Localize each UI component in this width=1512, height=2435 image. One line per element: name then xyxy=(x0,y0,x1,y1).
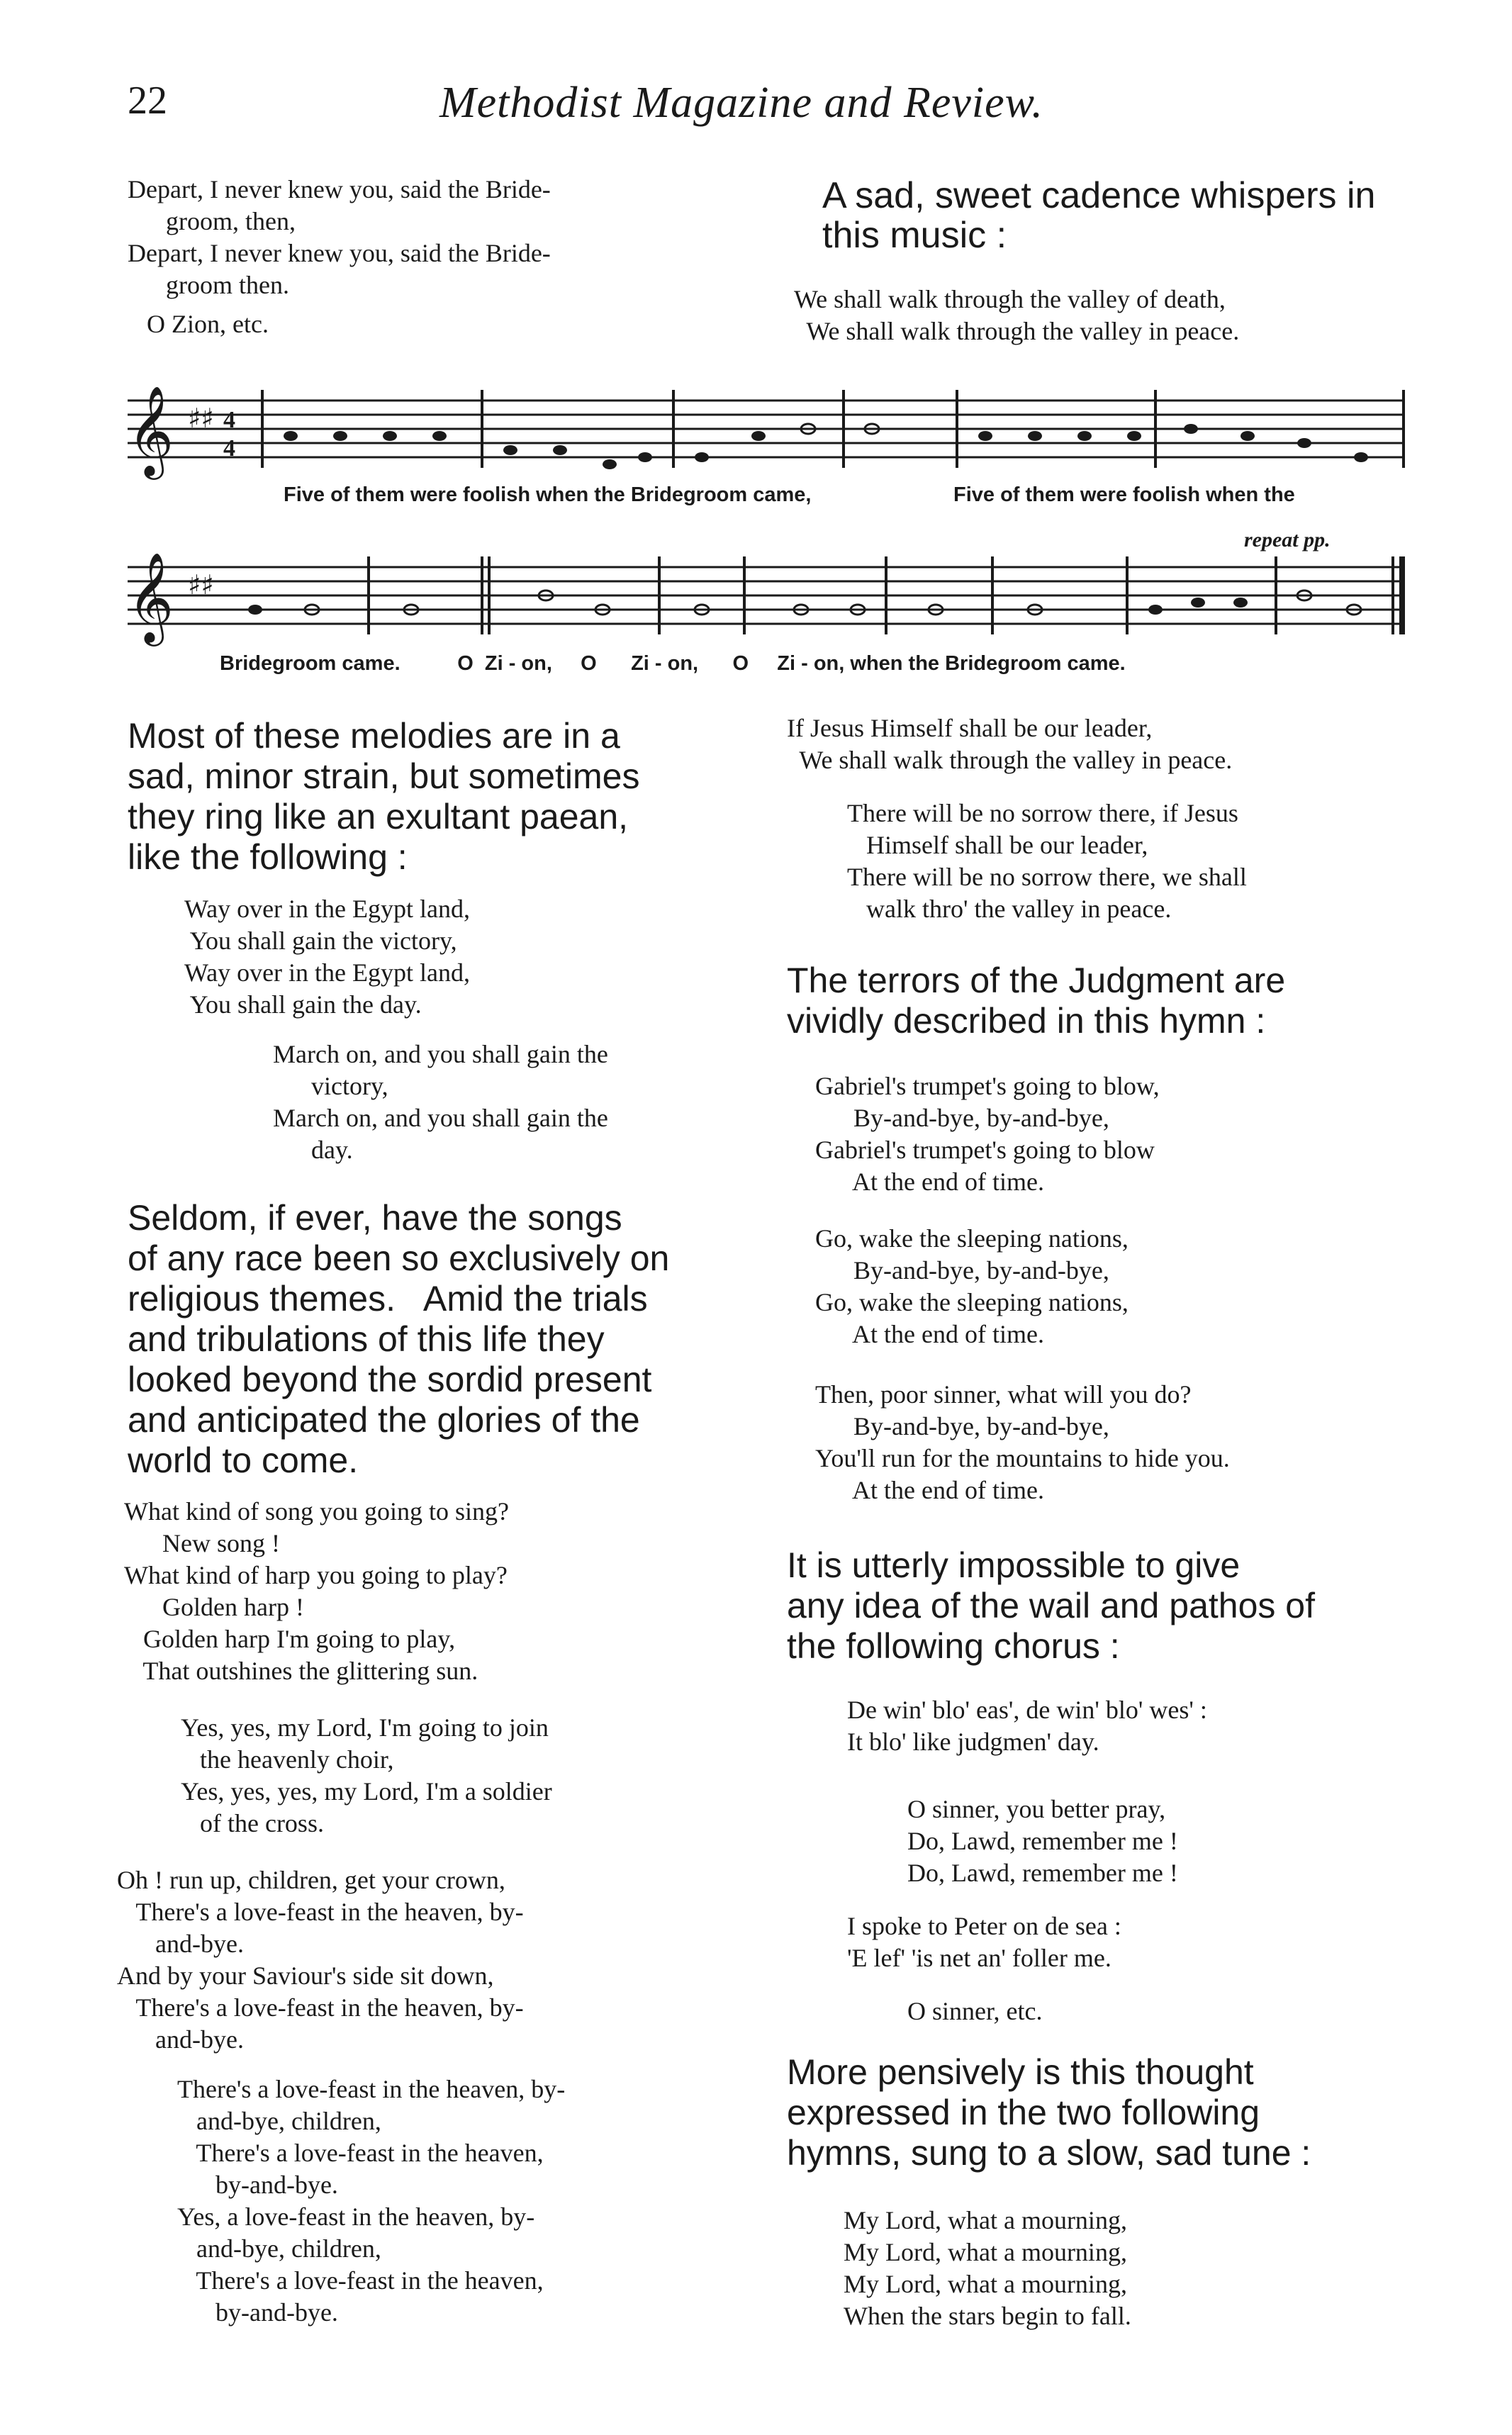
note xyxy=(1127,431,1141,441)
prose-line: and tribulations of this life they xyxy=(128,1319,605,1359)
verse-line: We shall walk through the valley in peace. xyxy=(794,317,1240,345)
treble-clef-icon: 𝄞 xyxy=(128,385,174,476)
verse-jesus xyxy=(787,712,1232,776)
verse-gabriel xyxy=(815,1070,1160,1198)
note xyxy=(1148,605,1163,615)
verse-pray xyxy=(907,1793,1178,1889)
verse-line: There's a love-feast in the heaven, xyxy=(177,2266,544,2295)
verse-line: Do, Lawd, remember me ! xyxy=(907,1827,1178,1855)
verse-line: Gabriel's trumpet's going to blow, xyxy=(815,1072,1160,1100)
verse-line: It blo' like judgmen' day. xyxy=(847,1728,1099,1756)
verse-line: by-and-bye. xyxy=(177,2298,338,2327)
verse-line: And by your Saviour's side sit down, xyxy=(117,1961,494,1990)
prose-line: the following chorus : xyxy=(787,1626,1120,1666)
note xyxy=(284,431,298,441)
verse-line: Yes, a love-feast in the heaven, by- xyxy=(177,2202,535,2231)
prose-line: world to come. xyxy=(128,1440,359,1480)
verse-line: Oh ! run up, children, get your crown, xyxy=(117,1866,505,1894)
verse-line: De win' blo' eas', de win' blo' wes' : xyxy=(847,1696,1207,1724)
note xyxy=(553,445,567,455)
prose-line: The terrors of the Judgment are xyxy=(787,961,1286,1000)
prose-line: hymns, sung to a slow, sad tune : xyxy=(787,2133,1311,2173)
repeat-marking: repeat pp. xyxy=(1244,528,1331,552)
verse-line: That outshines the glittering sun. xyxy=(124,1657,478,1685)
prose-line: Most of these melodies are in a xyxy=(128,716,620,756)
verse-wind xyxy=(847,1694,1207,1758)
verse-line: My Lord, what a mourning, xyxy=(844,2206,1127,2234)
verse-line: Then, poor sinner, what will you do? xyxy=(815,1380,1192,1409)
verse-line: Yes, yes, my Lord, I'm going to join xyxy=(181,1713,549,1742)
staff-1-lyrics-b: Five of them were foolish when the xyxy=(953,483,1295,506)
prose-terrors xyxy=(787,961,1285,1041)
verse-wake xyxy=(815,1223,1129,1350)
note xyxy=(695,452,709,462)
prose-line: looked beyond the sordid present xyxy=(128,1360,652,1399)
verse-line: groom then. xyxy=(128,271,289,299)
verse-line: My Lord, what a mourning, xyxy=(844,2270,1127,2298)
verse-line: If Jesus Himself shall be our leader, xyxy=(787,714,1153,742)
verse-mourning xyxy=(844,2205,1131,2332)
note xyxy=(1077,431,1092,441)
sharp-icon: ♯♯ xyxy=(188,569,214,600)
music-staff-2 xyxy=(106,539,1411,652)
prose-line: Seldom, if ever, have the songs xyxy=(128,1198,622,1238)
time-signature-bottom: 4 xyxy=(223,435,235,461)
prose-line: religious themes. Amid the trials xyxy=(128,1279,648,1319)
verse-line: and-bye. xyxy=(117,2025,244,2054)
verse-line: Depart, I never knew you, said the Bride- xyxy=(128,239,551,267)
verse-line: We shall walk through the valley of death, xyxy=(794,285,1226,313)
note xyxy=(1241,431,1255,441)
sharp-icon: ♯♯ xyxy=(188,403,214,434)
verse-line: When the stars begin to fall. xyxy=(844,2302,1131,2330)
verse-line: and-bye, children, xyxy=(177,2234,381,2263)
verse-new-song xyxy=(124,1496,509,1687)
prose-line: they ring like an exultant paean, xyxy=(128,797,629,836)
verse-line: March on, and you shall gain the xyxy=(273,1040,608,1068)
prose-line: A sad, sweet cadence whispers in xyxy=(822,175,1376,216)
verse-line: There's a love-feast in the heaven, by- xyxy=(177,2075,566,2103)
verse-valley xyxy=(794,284,1239,347)
verse-line: There's a love-feast in the heaven, xyxy=(177,2139,544,2167)
verse-line: by-and-bye. xyxy=(177,2171,338,2199)
note xyxy=(1297,438,1311,448)
page-number: 22 xyxy=(128,79,167,123)
verse-line: Golden harp I'm going to play, xyxy=(124,1625,456,1653)
verse-line: Gabriel's trumpet's going to blow xyxy=(815,1136,1155,1164)
verse-line: There's a love-feast in the heaven, by- xyxy=(117,1993,524,2022)
verse-line: O Zion, etc. xyxy=(128,310,269,338)
verse-line: We shall walk through the valley in peace. xyxy=(787,746,1233,774)
verse-line: of the cross. xyxy=(181,1809,324,1837)
staff-2-notes xyxy=(248,590,1361,615)
prose-seldom xyxy=(128,1198,669,1481)
verse-no-sorrow xyxy=(847,797,1247,925)
verse-line: By-and-bye, by-and-bye, xyxy=(815,1256,1109,1284)
music-staff-1 xyxy=(106,372,1411,493)
verse-line: the heavenly choir, xyxy=(181,1745,394,1774)
staff-2-lyrics: Bridegroom came. O Zi - on, O Zi - on, O Zi - on, when the Bridegroom came. xyxy=(220,652,1126,675)
note xyxy=(1191,598,1205,608)
verse-line: You shall gain the victory, xyxy=(184,927,457,955)
prose-line: and anticipated the glories of the xyxy=(128,1400,640,1440)
prose-line: sad, minor strain, but sometimes xyxy=(128,756,640,796)
verse-march xyxy=(273,1039,608,1166)
verse-soldier xyxy=(181,1712,552,1840)
verse-line: Himself shall be our leader, xyxy=(847,831,1148,859)
verse-line: What kind of harp you going to play? xyxy=(124,1561,508,1589)
prose-line: any idea of the wail and pathos of xyxy=(787,1586,1315,1625)
verse-line: O sinner, you better pray, xyxy=(907,1795,1166,1823)
note xyxy=(432,431,447,441)
verse-line: groom, then, xyxy=(128,207,296,235)
verse-line: Go, wake the sleeping nations, xyxy=(815,1288,1129,1316)
note xyxy=(638,452,652,462)
note xyxy=(978,431,992,441)
prose-line: More pensively is this thought xyxy=(787,2052,1254,2092)
verse-lovefeast xyxy=(177,2073,565,2329)
verse-line: You'll run for the mountains to hide you. xyxy=(815,1444,1230,1472)
staff-1-lyrics-a: Five of them were foolish when the Bridegroom came, xyxy=(284,483,812,506)
verse-line: My Lord, what a mourning, xyxy=(844,2238,1127,2266)
prose-cadence xyxy=(822,176,1375,255)
prose-line: like the following : xyxy=(128,837,408,877)
verse-line: New song ! xyxy=(124,1529,280,1557)
verse-line: Depart, I never knew you, said the Bride- xyxy=(128,175,551,203)
note xyxy=(383,431,397,441)
verse-line: day. xyxy=(273,1136,353,1164)
prose-impossible xyxy=(787,1545,1315,1667)
verse-crown xyxy=(117,1864,524,2056)
verse-line: Yes, yes, yes, my Lord, I'm a soldier xyxy=(181,1777,552,1806)
running-title: Methodist Magazine and Review. xyxy=(439,79,1043,127)
verse-line: and-bye, children, xyxy=(177,2107,381,2135)
verse-egypt xyxy=(184,893,470,1021)
verse-sinner-etc: O sinner, etc. xyxy=(907,1997,1043,2025)
note xyxy=(503,445,517,455)
verse-line: At the end of time. xyxy=(815,1320,1044,1348)
prose-pensively xyxy=(787,2052,1311,2173)
prose-line: this music : xyxy=(822,215,1007,256)
verse-line: You shall gain the day. xyxy=(184,990,422,1019)
verse-line: At the end of time. xyxy=(815,1168,1044,1196)
verse-line: Way over in the Egypt land, xyxy=(184,895,470,923)
treble-clef-icon: 𝄞 xyxy=(128,552,174,642)
note xyxy=(1184,424,1198,434)
staff-1-notes xyxy=(284,424,1368,469)
prose-minor-strain xyxy=(128,716,640,878)
note xyxy=(1233,598,1248,608)
verse-line: There will be no sorrow there, we shall xyxy=(847,863,1247,891)
note xyxy=(1354,452,1368,462)
note xyxy=(751,431,766,441)
verse-line: walk thro' the valley in peace. xyxy=(847,895,1172,923)
note xyxy=(1028,431,1042,441)
verse-sinner xyxy=(815,1379,1230,1506)
verse-line: I spoke to Peter on de sea : xyxy=(847,1912,1121,1940)
note xyxy=(333,431,347,441)
verse-bridegroom xyxy=(128,174,551,340)
verse-line: By-and-bye, by-and-bye, xyxy=(815,1104,1109,1132)
verse-line: What kind of song you going to sing? xyxy=(124,1497,509,1526)
verse-line: Golden harp ! xyxy=(124,1593,304,1621)
prose-line: expressed in the two following xyxy=(787,2093,1260,2132)
verse-line: and-bye. xyxy=(117,1930,244,1958)
verse-peter xyxy=(847,1910,1121,1974)
verse-line: There will be no sorrow there, if Jesus xyxy=(847,799,1238,827)
prose-line: It is utterly impossible to give xyxy=(787,1545,1241,1585)
time-signature-top: 4 xyxy=(223,407,235,433)
verse-line: At the end of time. xyxy=(815,1476,1044,1504)
verse-line: March on, and you shall gain the xyxy=(273,1104,608,1132)
verse-line: Way over in the Egypt land, xyxy=(184,958,470,987)
verse-line: By-and-bye, by-and-bye, xyxy=(815,1412,1109,1440)
prose-line: of any race been so exclusively on xyxy=(128,1238,670,1278)
verse-line: Go, wake the sleeping nations, xyxy=(815,1224,1129,1253)
note xyxy=(603,459,617,469)
prose-line: vividly described in this hymn : xyxy=(787,1001,1266,1041)
verse-line: There's a love-feast in the heaven, by- xyxy=(117,1898,524,1926)
verse-line: 'E lef' 'is net an' foller me. xyxy=(847,1944,1111,1972)
verse-line: victory, xyxy=(273,1072,388,1100)
note xyxy=(248,605,262,615)
verse-line: Do, Lawd, remember me ! xyxy=(907,1859,1178,1887)
